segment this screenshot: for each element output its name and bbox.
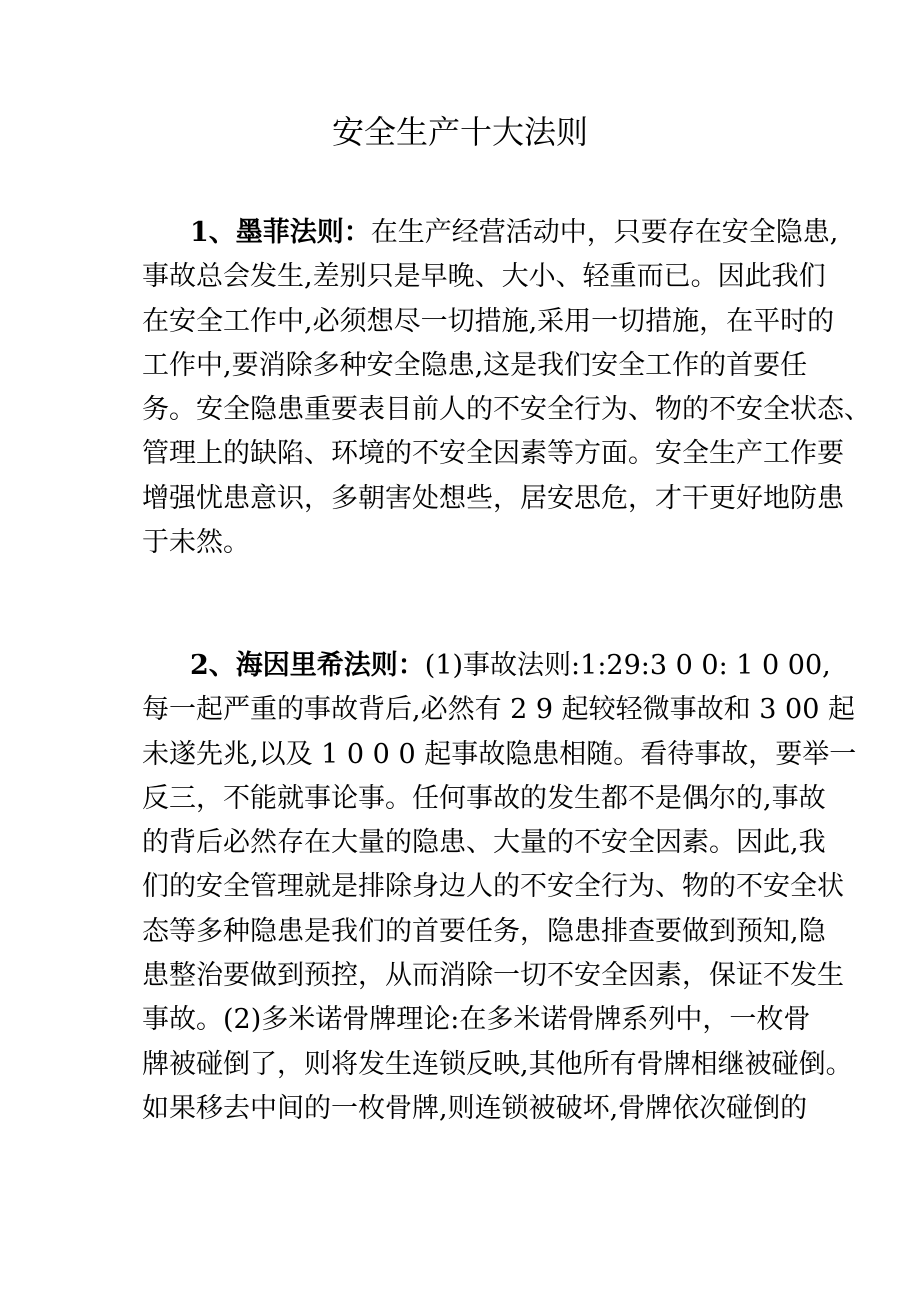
paragraph-line: 增强忧患意识，多朝害处想些，居安思危，才干更好地防患: [142, 482, 844, 514]
paragraph-line: 如果移去中间的一枚骨牌,则连锁被破坏,骨牌依次碰倒的: [142, 1092, 808, 1124]
paragraph-line: 们的安全管理就是排除身边人的不安全行为、物的不安全状: [142, 871, 844, 903]
section-heading: 2、海因里希法则：: [190, 650, 425, 681]
paragraph-line: 在安全工作中,必须想尽一切措施,采用一切措施，在平时的: [142, 305, 835, 337]
paragraph-line: 未遂先兆,以及 1 0 0 0 起事故隐患相随。看待事故，要举一: [142, 738, 857, 770]
section-heading: 1、墨菲法则：: [190, 217, 371, 248]
section-heinrich-law: [142, 644, 857, 1131]
paragraph-line: 态等多种隐患是我们的首要任务，隐患排查要做到预知,隐: [142, 915, 826, 947]
paragraph-line: 2、海因里希法则：(1)事故法则:1:29:3 0 0: 1 0 00,: [190, 650, 831, 681]
paragraph-line: 事故总会发生,差别只是早晚、大小、轻重而已。因此我们: [142, 261, 826, 293]
paragraph-line: 工作中,要消除多种安全隐患,这是我们安全工作的首要任: [142, 349, 808, 381]
paragraph-line: 患整治要做到预控，从而消除一切不安全因素，保证不发生: [142, 960, 844, 992]
paragraph-line: 反三，不能就事论事。任何事故的发生都不是偶尔的,事故: [142, 782, 826, 814]
paragraph-line: 务。安全隐患重要表目前人的不安全行为、物的不安全状态、: [142, 394, 871, 426]
paragraph-line: 于未然。: [142, 527, 250, 559]
paragraph-line: 事故。(2)多米诺骨牌理论:在多米诺骨牌系列中，一枚骨: [142, 1004, 811, 1036]
paragraph-line: 每一起严重的事故背后,必然有 2 9 起较轻微事故和 3 00 起: [142, 694, 855, 726]
paragraph-line: 管理上的缺陷、环境的不安全因素等方面。安全生产工作要: [142, 438, 844, 470]
section-murphy-law: [142, 211, 871, 565]
paragraph-line: 1、墨菲法则：在生产经营活动中，只要存在安全隐患,: [190, 217, 839, 248]
paragraph-line: 牌被碰倒了，则将发生连锁反映,其他所有骨牌相继被碰倒。: [142, 1048, 853, 1080]
paragraph-line: 的背后必然存在大量的隐患、大量的不安全因素。因此,我: [142, 827, 826, 859]
document-title: 安全生产十大法则: [331, 113, 588, 151]
